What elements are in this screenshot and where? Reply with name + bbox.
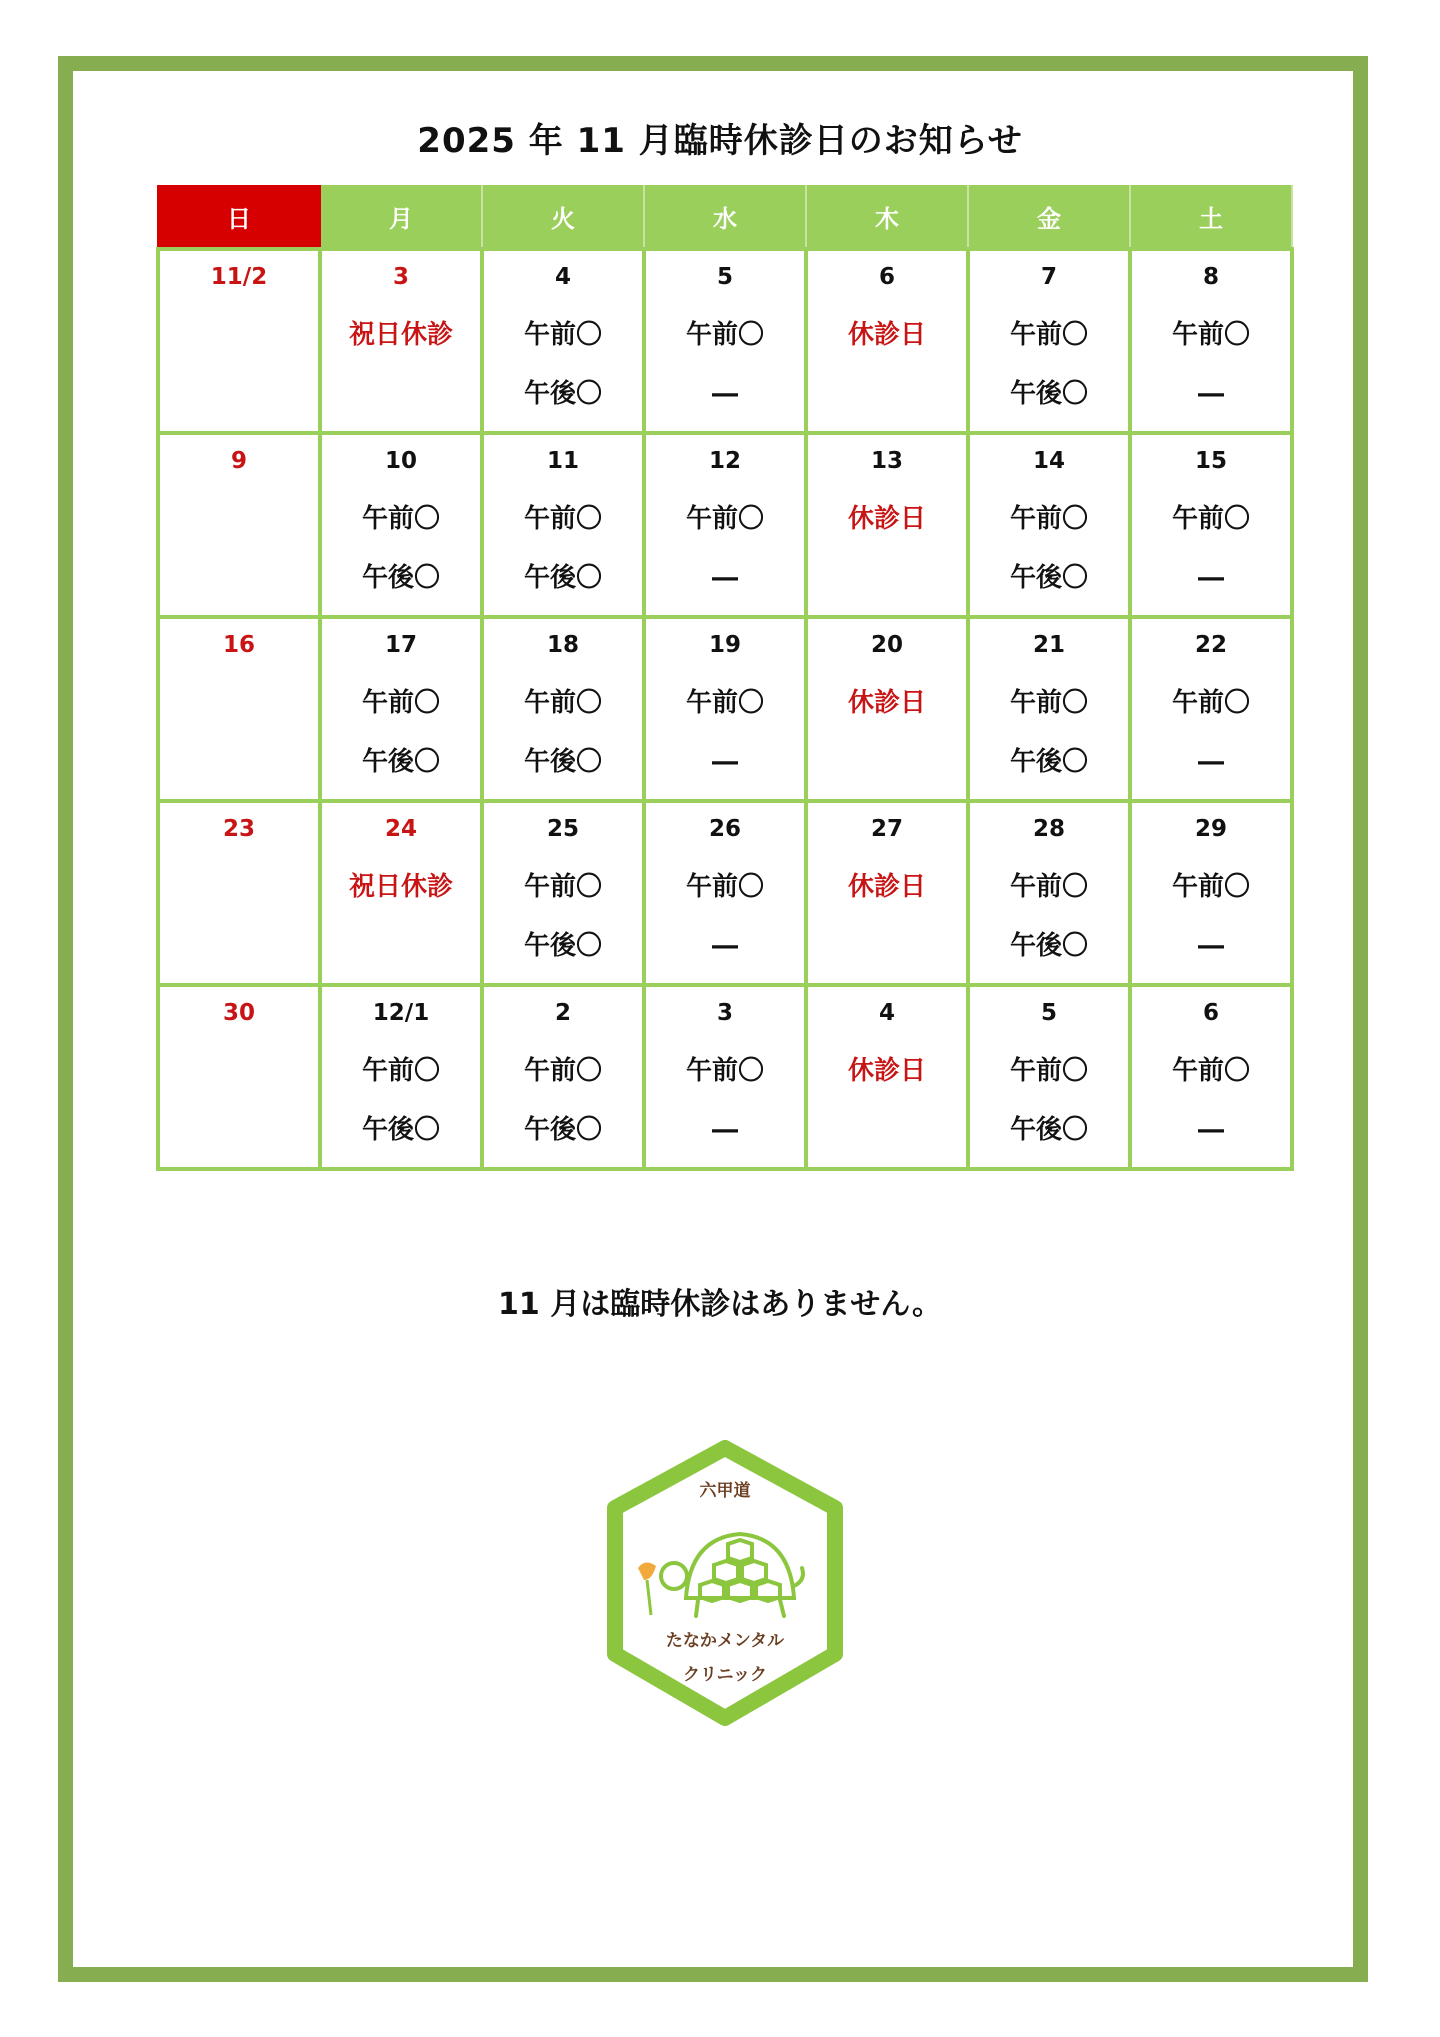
- calendar-day-cell: [158, 985, 320, 1169]
- day-number: 2: [554, 1000, 571, 1026]
- morning-status: 午前〇: [685, 504, 764, 534]
- weekday-header-friday: 金: [968, 185, 1130, 249]
- day-number: 25: [546, 816, 579, 842]
- calendar-week-row: [158, 985, 1292, 1169]
- afternoon-status: ―: [712, 747, 738, 777]
- morning-status: 午前〇: [361, 504, 440, 534]
- morning-status: 午前〇: [361, 1056, 440, 1086]
- day-number: 23: [222, 816, 255, 842]
- calendar-day-cell: [482, 433, 644, 617]
- calendar-day-cell: [806, 249, 968, 433]
- logo-top-text: 六甲道: [699, 1481, 751, 1501]
- day-number: 4: [878, 1000, 895, 1026]
- morning-status: 休診日: [847, 872, 926, 902]
- day-number: 15: [1194, 448, 1227, 474]
- day-number: 12: [708, 448, 741, 474]
- afternoon-status: 午後〇: [361, 747, 440, 777]
- calendar-header-row: [158, 185, 1292, 249]
- calendar-day-cell: [644, 249, 806, 433]
- day-number: 28: [1032, 816, 1065, 842]
- morning-status: 祝日休診: [348, 872, 453, 902]
- calendar-day-cell: [158, 249, 320, 433]
- morning-status: 祝日休診: [348, 320, 453, 350]
- day-number: 20: [870, 632, 903, 658]
- day-number: 5: [716, 264, 733, 290]
- day-number: 6: [1202, 1000, 1219, 1026]
- calendar-day-cell: [320, 801, 482, 985]
- morning-status: 午前〇: [523, 320, 602, 350]
- day-number: 5: [1040, 1000, 1057, 1026]
- calendar-day-cell: [320, 617, 482, 801]
- calendar-week-row: [158, 249, 1292, 433]
- day-number: 21: [1032, 632, 1065, 658]
- weekday-header-monday: 月: [320, 185, 482, 249]
- morning-status: 休診日: [847, 1056, 926, 1086]
- calendar-day-cell: [806, 617, 968, 801]
- calendar-body: [158, 249, 1292, 1169]
- calendar-week-row: [158, 801, 1292, 985]
- morning-status: 午前〇: [1009, 872, 1088, 902]
- calendar-day-cell: [644, 801, 806, 985]
- day-number: 16: [222, 632, 255, 658]
- afternoon-status: 午後〇: [361, 563, 440, 593]
- morning-status: 午前〇: [523, 872, 602, 902]
- clinic-logo: [590, 1430, 860, 1740]
- weekday-header-tuesday: 火: [482, 185, 644, 249]
- calendar-day-cell: [1130, 801, 1292, 985]
- calendar-day-cell: [968, 617, 1130, 801]
- morning-status: 午前〇: [685, 872, 764, 902]
- calendar-day-cell: [1130, 249, 1292, 433]
- morning-status: 午前〇: [685, 1056, 764, 1086]
- calendar-day-cell: [644, 433, 806, 617]
- page-title: 2025 年 11 月臨時休診日のお知らせ: [417, 121, 1023, 161]
- afternoon-status: ―: [712, 1115, 738, 1145]
- morning-status: 午前〇: [523, 688, 602, 718]
- calendar-day-cell: [1130, 617, 1292, 801]
- day-number: 12/1: [372, 1000, 430, 1026]
- weekday-header-wednesday: 水: [644, 185, 806, 249]
- morning-status: 午前〇: [1171, 688, 1250, 718]
- afternoon-status: 午後〇: [361, 1115, 440, 1145]
- day-number: 24: [384, 816, 417, 842]
- calendar-day-cell: [806, 801, 968, 985]
- day-number: 27: [870, 816, 903, 842]
- calendar-day-cell: [482, 249, 644, 433]
- calendar-day-cell: [158, 433, 320, 617]
- calendar-day-cell: [968, 433, 1130, 617]
- day-number: 10: [384, 448, 417, 474]
- afternoon-status: ―: [1198, 379, 1224, 409]
- afternoon-status: 午後〇: [523, 931, 602, 961]
- day-number: 11/2: [210, 264, 268, 290]
- calendar-day-cell: [644, 617, 806, 801]
- morning-status: 午前〇: [1009, 688, 1088, 718]
- day-number: 8: [1202, 264, 1219, 290]
- logo-name-line2: クリニック: [683, 1665, 767, 1685]
- afternoon-status: 午後〇: [1009, 1115, 1088, 1145]
- afternoon-status: ―: [712, 931, 738, 961]
- calendar-day-cell: [482, 985, 644, 1169]
- calendar-day-cell: [320, 985, 482, 1169]
- calendar-day-cell: [158, 801, 320, 985]
- morning-status: 午前〇: [1171, 872, 1250, 902]
- morning-status: 午前〇: [1009, 504, 1088, 534]
- day-number: 29: [1194, 816, 1227, 842]
- day-number: 6: [878, 264, 895, 290]
- morning-status: 午前〇: [685, 688, 764, 718]
- morning-status: 午前〇: [523, 1056, 602, 1086]
- calendar-day-cell: [644, 985, 806, 1169]
- afternoon-status: 午後〇: [1009, 747, 1088, 777]
- day-number: 22: [1194, 632, 1227, 658]
- morning-status: 午前〇: [523, 504, 602, 534]
- notice-text: 11 月は臨時休診はありません。: [498, 1287, 942, 1322]
- day-number: 19: [708, 632, 741, 658]
- morning-status: 午前〇: [1171, 504, 1250, 534]
- afternoon-status: 午後〇: [523, 747, 602, 777]
- calendar-day-cell: [320, 249, 482, 433]
- morning-status: 休診日: [847, 688, 926, 718]
- calendar-day-cell: [158, 617, 320, 801]
- calendar-day-cell: [968, 249, 1130, 433]
- afternoon-status: ―: [1198, 747, 1224, 777]
- calendar-day-cell: [482, 617, 644, 801]
- weekday-header-sunday: 日: [158, 185, 320, 249]
- day-number: 11: [546, 448, 579, 474]
- morning-status: 午前〇: [1171, 1056, 1250, 1086]
- day-number: 4: [554, 264, 571, 290]
- calendar-day-cell: [968, 985, 1130, 1169]
- afternoon-status: 午後〇: [523, 379, 602, 409]
- calendar-week-row: [158, 433, 1292, 617]
- day-number: 26: [708, 816, 741, 842]
- calendar-day-cell: [1130, 433, 1292, 617]
- day-number: 13: [870, 448, 903, 474]
- calendar-day-cell: [806, 433, 968, 617]
- day-number: 7: [1040, 264, 1057, 290]
- day-number: 3: [392, 264, 409, 290]
- calendar-day-cell: [1130, 985, 1292, 1169]
- day-number: 9: [230, 448, 247, 474]
- morning-status: 休診日: [847, 320, 926, 350]
- afternoon-status: ―: [1198, 1115, 1224, 1145]
- afternoon-status: 午後〇: [523, 563, 602, 593]
- day-number: 30: [222, 1000, 255, 1026]
- afternoon-status: ―: [712, 563, 738, 593]
- day-number: 14: [1032, 448, 1065, 474]
- calendar-week-row: [158, 617, 1292, 801]
- calendar-day-cell: [482, 801, 644, 985]
- morning-status: 午前〇: [1009, 1056, 1088, 1086]
- morning-status: 休診日: [847, 504, 926, 534]
- afternoon-status: ―: [1198, 931, 1224, 961]
- morning-status: 午前〇: [1009, 320, 1088, 350]
- weekday-header-saturday: 土: [1130, 185, 1292, 249]
- calendar-day-cell: [806, 985, 968, 1169]
- afternoon-status: 午後〇: [1009, 563, 1088, 593]
- morning-status: 午前〇: [361, 688, 440, 718]
- day-number: 18: [546, 632, 579, 658]
- afternoon-status: ―: [1198, 563, 1224, 593]
- afternoon-status: ―: [712, 379, 738, 409]
- afternoon-status: 午後〇: [1009, 931, 1088, 961]
- day-number: 17: [384, 632, 417, 658]
- logo-name-line1: たなかメンタル: [665, 1631, 785, 1651]
- day-number: 3: [716, 1000, 733, 1026]
- morning-status: 午前〇: [685, 320, 764, 350]
- morning-status: 午前〇: [1171, 320, 1250, 350]
- calendar-day-cell: [968, 801, 1130, 985]
- afternoon-status: 午後〇: [1009, 379, 1088, 409]
- afternoon-status: 午後〇: [523, 1115, 602, 1145]
- weekday-header-thursday: 木: [806, 185, 968, 249]
- calendar-table: [156, 185, 1294, 1171]
- calendar-day-cell: [320, 433, 482, 617]
